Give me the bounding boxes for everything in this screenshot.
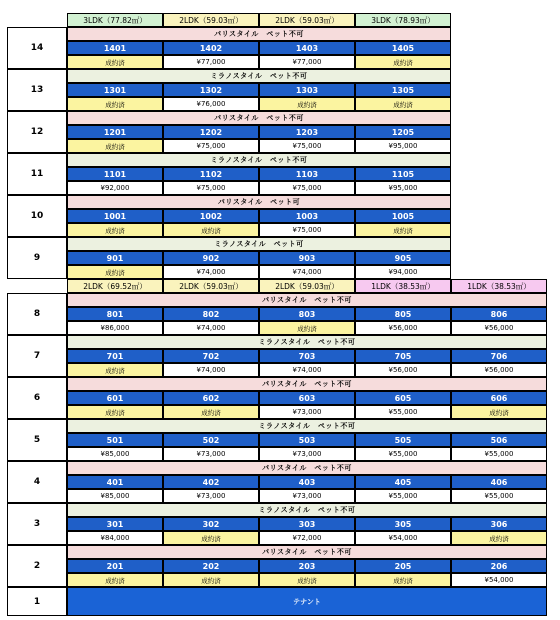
contracted-status: 成約済 [67,405,163,419]
unit-number: 606 [451,391,547,405]
unit-number: 605 [355,391,451,405]
contracted-status: 成約済 [451,405,547,419]
unit-number: 705 [355,349,451,363]
unit-number: 401 [67,475,163,489]
contracted-status: 成約済 [355,97,451,111]
contracted-status: 成約済 [451,531,547,545]
rent-price: ¥74,000 [163,265,259,279]
style-banner: パリスタイル ペット不可 [67,293,547,307]
floor-number: 13 [7,69,67,111]
unit-number: 1102 [163,167,259,181]
rent-price: ¥94,000 [355,265,451,279]
contracted-status: 成約済 [259,321,355,335]
unit-number: 201 [67,559,163,573]
unit-type-label: 2LDK（59.03㎡） [163,13,259,27]
rent-price: ¥55,000 [355,405,451,419]
unit-number: 402 [163,475,259,489]
unit-number: 803 [259,307,355,321]
unit-number: 501 [67,433,163,447]
rent-price: ¥84,000 [67,531,163,545]
unit-number: 1305 [355,83,451,97]
unit-number: 1401 [67,41,163,55]
floor-number: 1 [7,587,67,616]
unit-number: 806 [451,307,547,321]
contracted-status: 成約済 [355,223,451,237]
unit-type-label: 2LDK（69.52㎡） [67,279,163,293]
floor-number: 5 [7,419,67,461]
unit-number: 403 [259,475,355,489]
unit-number: 903 [259,251,355,265]
rent-price: ¥56,000 [451,363,547,377]
unit-number: 1005 [355,209,451,223]
floor-number: 4 [7,461,67,503]
floor-number: 9 [7,237,67,279]
rent-price: ¥73,000 [259,489,355,503]
unit-number: 1002 [163,209,259,223]
unit-number: 703 [259,349,355,363]
rent-price: ¥95,000 [355,181,451,195]
rent-price: ¥54,000 [451,573,547,587]
unit-number: 1403 [259,41,355,55]
unit-number: 601 [67,391,163,405]
contracted-status: 成約済 [163,573,259,587]
unit-number: 1302 [163,83,259,97]
rent-price: ¥55,000 [355,447,451,461]
unit-number: 1201 [67,125,163,139]
unit-number: 1405 [355,41,451,55]
unit-type-label: 1LDK（38.53㎡） [355,279,451,293]
unit-number: 1105 [355,167,451,181]
rent-price: ¥54,000 [355,531,451,545]
unit-number: 206 [451,559,547,573]
contracted-status: 成約済 [67,97,163,111]
rent-price: ¥75,000 [259,181,355,195]
rent-price: ¥56,000 [451,321,547,335]
rent-price: ¥77,000 [259,55,355,69]
unit-number: 203 [259,559,355,573]
unit-number: 1202 [163,125,259,139]
rent-price: ¥74,000 [259,363,355,377]
rent-price: ¥74,000 [259,265,355,279]
unit-number: 505 [355,433,451,447]
unit-number: 302 [163,517,259,531]
unit-number: 503 [259,433,355,447]
unit-number: 1303 [259,83,355,97]
rent-price: ¥75,000 [163,139,259,153]
rent-price: ¥73,000 [259,447,355,461]
unit-number: 205 [355,559,451,573]
style-banner: パリスタイル ペット不可 [67,461,547,475]
unit-number: 506 [451,433,547,447]
unit-number: 1205 [355,125,451,139]
contracted-status: 成約済 [67,573,163,587]
tenant-block: テナント [67,587,547,616]
unit-number: 406 [451,475,547,489]
rent-price: ¥75,000 [259,223,355,237]
unit-number: 1203 [259,125,355,139]
style-banner: ミラノスタイル ペット不可 [67,503,547,517]
unit-number: 901 [67,251,163,265]
contracted-status: 成約済 [67,55,163,69]
floor-number: 6 [7,377,67,419]
style-banner: パリスタイル ペット不可 [67,545,547,559]
unit-number: 305 [355,517,451,531]
unit-number: 301 [67,517,163,531]
floor-number: 8 [7,293,67,335]
unit-number: 202 [163,559,259,573]
floor-number: 11 [7,153,67,195]
unit-number: 602 [163,391,259,405]
floor-number: 12 [7,111,67,153]
unit-type-label: 3LDK（77.82㎡） [67,13,163,27]
contracted-status: 成約済 [259,97,355,111]
rent-price: ¥73,000 [259,405,355,419]
style-banner: ミラノスタイル ペット不可 [67,69,451,83]
rent-price: ¥85,000 [67,489,163,503]
rent-price: ¥56,000 [355,321,451,335]
unit-number: 306 [451,517,547,531]
unit-type-label: 3LDK（78.93㎡） [355,13,451,27]
rent-price: ¥74,000 [163,363,259,377]
unit-number: 1301 [67,83,163,97]
unit-type-label: 2LDK（59.03㎡） [259,279,355,293]
rent-price: ¥85,000 [67,447,163,461]
rent-price: ¥73,000 [163,447,259,461]
unit-number: 1001 [67,209,163,223]
unit-number: 502 [163,433,259,447]
contracted-status: 成約済 [67,265,163,279]
unit-number: 701 [67,349,163,363]
style-banner: パリスタイル ペット可 [67,195,451,209]
floor-number: 10 [7,195,67,237]
unit-number: 902 [163,251,259,265]
rent-price: ¥75,000 [163,181,259,195]
rent-price: ¥72,000 [259,531,355,545]
rent-price: ¥55,000 [451,489,547,503]
unit-number: 603 [259,391,355,405]
contracted-status: 成約済 [67,223,163,237]
contracted-status: 成約済 [67,139,163,153]
unit-number: 706 [451,349,547,363]
unit-number: 802 [163,307,259,321]
unit-number: 1003 [259,209,355,223]
contracted-status: 成約済 [355,55,451,69]
rent-price: ¥55,000 [355,489,451,503]
rent-price: ¥75,000 [259,139,355,153]
unit-type-label: 1LDK（38.53㎡） [451,279,547,293]
contracted-status: 成約済 [163,405,259,419]
style-banner: パリスタイル ペット不可 [67,111,451,125]
rent-price: ¥86,000 [67,321,163,335]
contracted-status: 成約済 [163,223,259,237]
rent-price: ¥77,000 [163,55,259,69]
style-banner: ミラノスタイル ペット不可 [67,335,547,349]
style-banner: ミラノスタイル ペット不可 [67,419,547,433]
contracted-status: 成約済 [67,363,163,377]
floor-number: 2 [7,545,67,587]
unit-type-label: 2LDK（59.03㎡） [259,13,355,27]
style-banner: ミラノスタイル ペット不可 [67,153,451,167]
rent-price: ¥92,000 [67,181,163,195]
rent-price: ¥56,000 [355,363,451,377]
unit-number: 801 [67,307,163,321]
unit-number: 1103 [259,167,355,181]
style-banner: パリスタイル ペット不可 [67,27,451,41]
unit-type-label: 2LDK（59.03㎡） [163,279,259,293]
unit-number: 1101 [67,167,163,181]
floor-number: 14 [7,27,67,69]
unit-number: 405 [355,475,451,489]
unit-number: 1402 [163,41,259,55]
contracted-status: 成約済 [355,573,451,587]
rent-price: ¥73,000 [163,489,259,503]
rent-price: ¥74,000 [163,321,259,335]
rent-price: ¥95,000 [355,139,451,153]
unit-number: 805 [355,307,451,321]
contracted-status: 成約済 [163,531,259,545]
unit-number: 702 [163,349,259,363]
style-banner: ミラノスタイル ペット可 [67,237,451,251]
floor-number: 3 [7,503,67,545]
rent-price: ¥55,000 [451,447,547,461]
unit-number: 905 [355,251,451,265]
contracted-status: 成約済 [259,573,355,587]
floor-number: 7 [7,335,67,377]
rent-price: ¥76,000 [163,97,259,111]
style-banner: パリスタイル ペット不可 [67,377,547,391]
unit-number: 303 [259,517,355,531]
